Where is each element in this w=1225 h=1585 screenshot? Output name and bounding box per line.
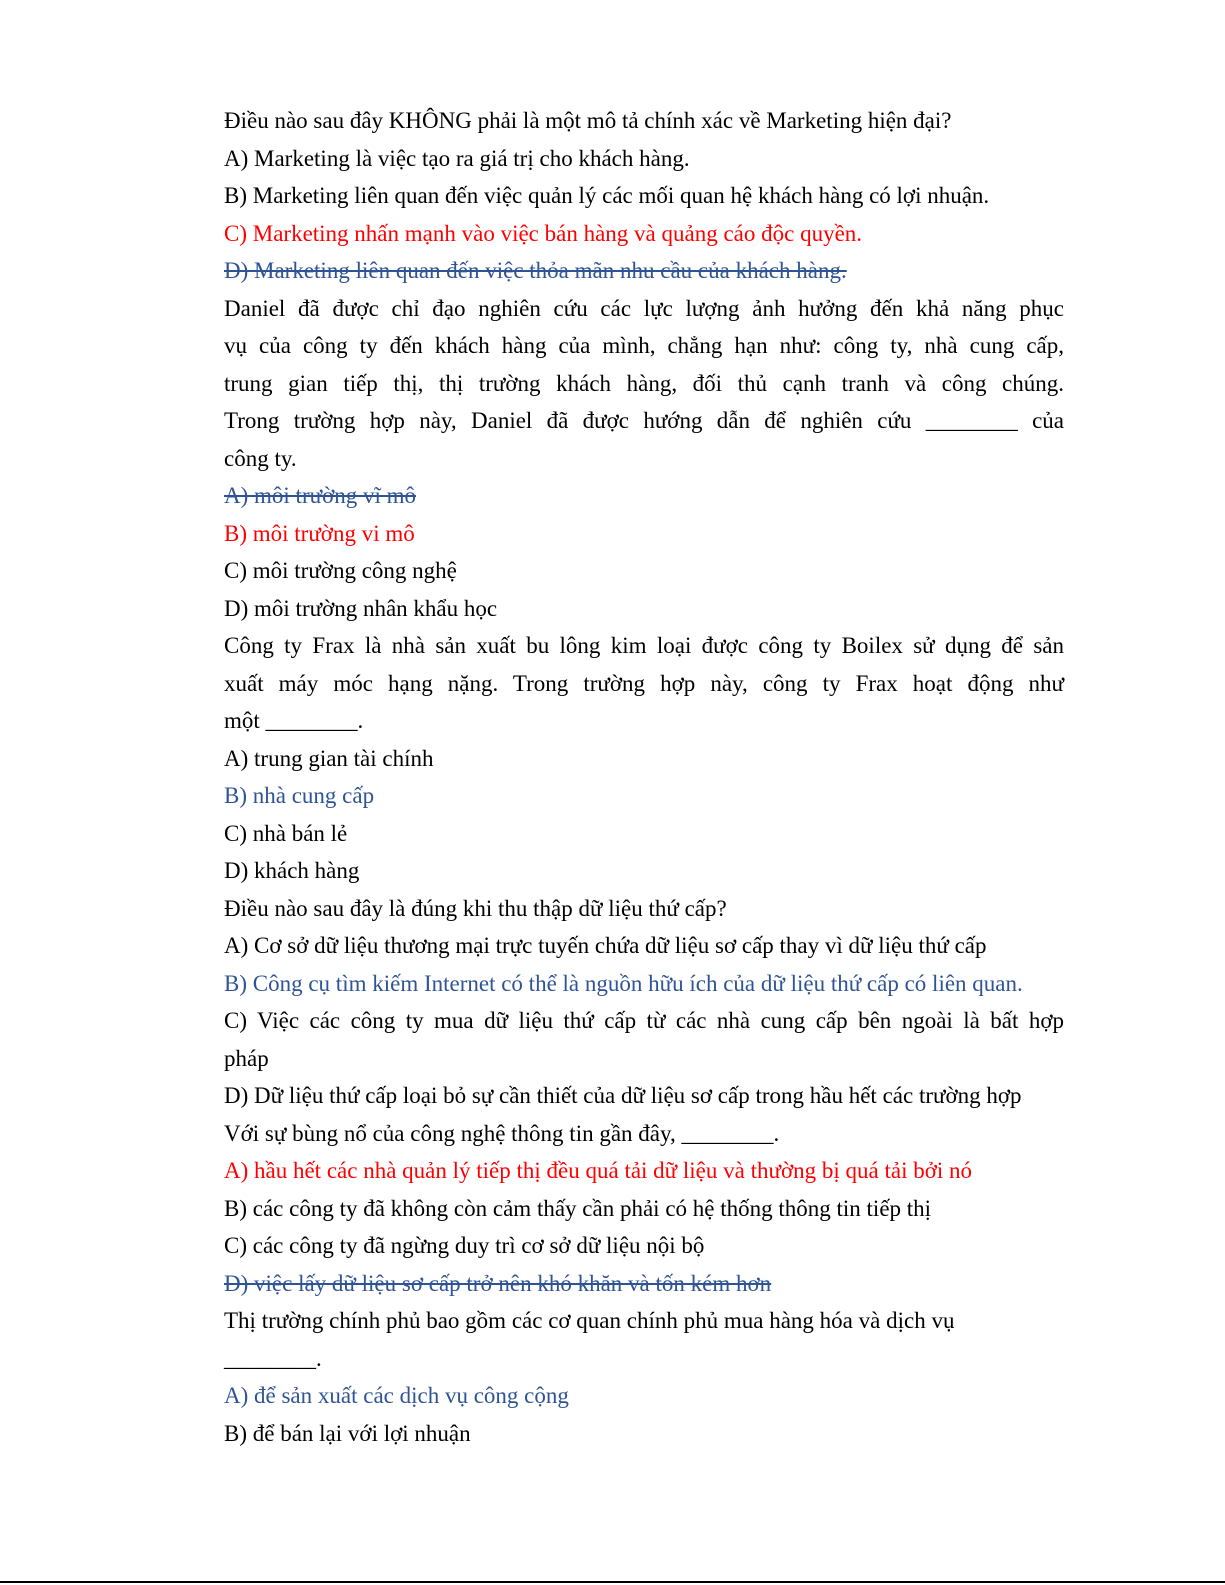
q2-option-c: C) môi trường công nghệ [224,558,457,583]
question-5: Với sự bùng nổ của công nghệ thông tin gần đây, ________. [224,1120,780,1146]
q2-option-b: B) môi trường vi mô [224,520,415,546]
q3-option-c: C) nhà bán lẻ [224,820,348,846]
q4-option-a: A) Cơ sở dữ liệu thương mại trực tuyến chứa dữ liệu sơ cấp thay vì dữ liệu thứ cấp [224,933,987,958]
q4-option-d: D) Dữ liệu thứ cấp loại bỏ sự cần thiết của dữ liệu sơ cấp trong hầu hết các trường hợp [224,1083,1022,1108]
q1-option-c: C) Marketing nhấn mạnh vào việc bán hàng và quảng cáo độc quyền. [224,220,863,246]
question-3 [224,627,1064,740]
q3-option-a: A) trung gian tài chính [224,745,434,771]
question-3-line: Công ty Frax là nhà sản xuất bu lông kim loại được công ty Boilex sử dụng để sản [224,633,1064,658]
question-1: Điều nào sau đây KHÔNG phải là một mô tả chính xác về Marketing hiện đại? [224,108,952,133]
question-2 [224,290,1064,478]
q6-option-a: A) để sản xuất các dịch vụ công cộng [224,1383,569,1408]
q1-option-b: B) Marketing liên quan đến việc quản lý các mối quan hệ khách hàng có lợi nhuận. [224,183,990,208]
question-2-line: công ty. [224,445,297,471]
q4-option-c-line: C) Việc các công ty mua dữ liệu thứ cấp từ các nhà cung cấp bên ngoài là bất hợp [224,1008,1064,1033]
question-6-line: ________. [224,1345,322,1371]
q2-option-a: A) môi trường vĩ mô [224,483,417,508]
question-4: Điều nào sau đây là đúng khi thu thập dữ liệu thứ cấp? [224,895,727,921]
question-2-line: Daniel đã được chỉ đạo nghiên cứu các lực lượng ảnh hưởng đến khả năng phục [224,295,1064,321]
q5-option-d: D) việc lấy dữ liệu sơ cấp trở nên khó khăn và tốn kém hơn [224,1270,772,1296]
q5-option-b: B) các công ty đã không còn cảm thấy cần phải có hệ thống thông tin tiếp thị [224,1195,932,1221]
page-bottom-rule [0,1581,1225,1583]
question-2-line: vụ của công ty đến khách hàng của mình, chẳng hạn như: công ty, nhà cung cấp, [224,333,1064,358]
question-3-line: xuất máy móc hạng nặng. Trong trường hợp này, công ty Frax hoạt động như [224,670,1064,696]
q3-option-b: B) nhà cung cấp [224,783,375,808]
question-2-line: Trong trường hợp này, Daniel đã được hướng dẫn để nghiên cứu ________ của [224,408,1064,433]
q5-option-a: A) hầu hết các nhà quản lý tiếp thị đều quá tải dữ liệu và thường bị quá tải bởi nó [224,1158,973,1183]
q6-option-b: B) để bán lại với lợi nhuận [224,1420,471,1446]
q1-option-d: D) Marketing liên quan đến việc thỏa mãn nhu cầu của khách hàng. [224,258,847,283]
q3-option-d: D) khách hàng [224,858,360,883]
q5-option-c: C) các công ty đã ngừng duy trì cơ sở dữ liệu nội bộ [224,1233,705,1258]
document-page [224,102,1064,1452]
question-6-line: Thị trường chính phủ bao gồm các cơ quan chính phủ mua hàng hóa và dịch vụ [224,1308,955,1333]
question-2-line: trung gian tiếp thị, thị trường khách hàng, đối thủ cạnh tranh và công chúng. [224,370,1064,396]
q1-option-a: A) Marketing là việc tạo ra giá trị cho khách hàng. [224,145,690,171]
q4-option-c-line: pháp [224,1045,269,1071]
q4-option-b: B) Công cụ tìm kiếm Internet có thể là nguồn hữu ích của dữ liệu thứ cấp có liên quan. [224,970,1023,996]
question-3-line: một ________. [224,708,364,733]
q2-option-d: D) môi trường nhân khẩu học [224,595,498,621]
q4-option-c [224,1002,1064,1077]
